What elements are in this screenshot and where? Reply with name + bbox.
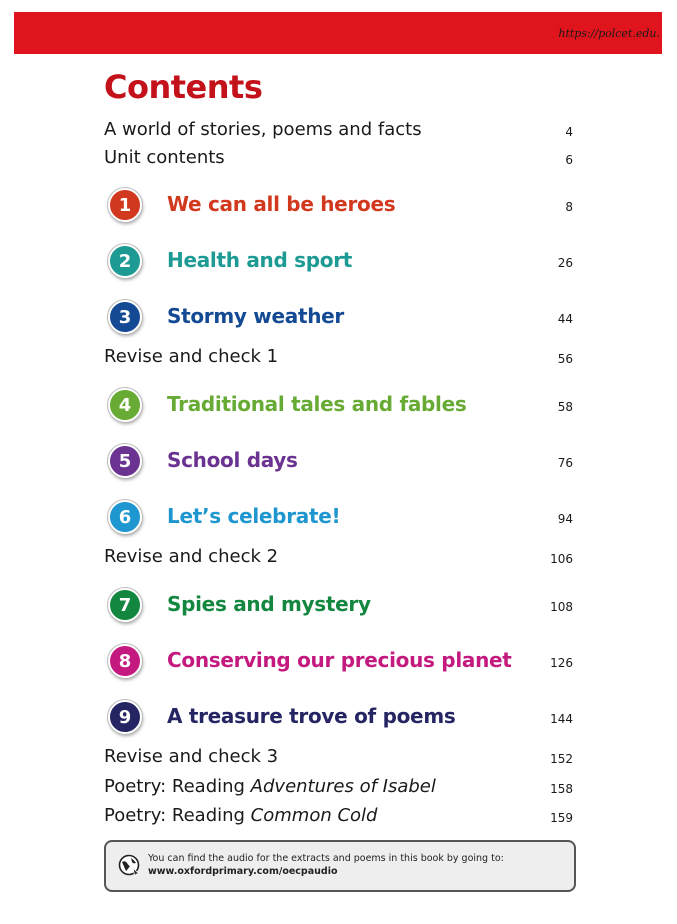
- row-label: Revise and check 3: [104, 746, 279, 767]
- unit-title: We can all be heroes: [167, 192, 396, 216]
- row-page-number: 6: [565, 153, 573, 167]
- header-bar: [14, 12, 662, 54]
- unit-title: Traditional tales and fables: [167, 392, 467, 416]
- unit-number-badge: 8: [108, 644, 142, 678]
- unit-number-badge: 1: [108, 188, 142, 222]
- row-page-number: 56: [557, 352, 573, 366]
- row-page-number: 152: [550, 752, 573, 766]
- unit-number-badge: 2: [108, 244, 142, 278]
- unit-title: Spies and mystery: [167, 592, 371, 616]
- row-page-number: 4: [565, 125, 573, 139]
- poetry-prefix: Poetry: Reading: [104, 776, 251, 797]
- row-page-number: 159: [550, 811, 573, 825]
- unit-title: Stormy weather: [167, 304, 344, 328]
- row-label: Revise and check 2: [104, 546, 279, 567]
- row-page-number: 26: [557, 256, 573, 270]
- poem-title: Adventures of Isabel: [250, 776, 436, 797]
- audio-note-box: [104, 840, 576, 892]
- globe-cursor-icon: [118, 854, 142, 878]
- row-label: Revise and check 1: [104, 346, 279, 367]
- row-page-number: 126: [550, 656, 573, 670]
- row-page-number: 94: [557, 512, 573, 526]
- unit-number-badge: 3: [108, 300, 142, 334]
- poetry-prefix: Poetry: Reading: [104, 805, 251, 826]
- audio-url-link[interactable]: www.oxfordprimary.com/oecpaudio: [148, 866, 338, 877]
- unit-number-badge: 6: [108, 500, 142, 534]
- unit-number-badge: 5: [108, 444, 142, 478]
- row-label: [104, 776, 436, 797]
- unit-title: Conserving our precious planet: [167, 648, 512, 672]
- row-label: [104, 805, 377, 826]
- unit-number-badge: 4: [108, 388, 142, 422]
- row-page-number: 158: [550, 782, 573, 796]
- row-label: Unit contents: [104, 147, 225, 168]
- unit-title: Health and sport: [167, 248, 353, 272]
- row-page-number: 76: [557, 456, 573, 470]
- unit-title: Let’s celebrate!: [167, 504, 341, 528]
- unit-number-badge: 7: [108, 588, 142, 622]
- header-url: https://polcet.edu.: [558, 27, 660, 40]
- row-page-number: 144: [550, 712, 573, 726]
- page-title: Contents: [104, 68, 263, 106]
- unit-title: School days: [167, 448, 298, 472]
- audio-note-text: You can find the audio for the extracts and poems in this book by going to:: [148, 853, 504, 864]
- row-label: A world of stories, poems and facts: [104, 119, 422, 140]
- unit-title: A treasure trove of poems: [167, 704, 456, 728]
- row-page-number: 44: [557, 312, 573, 326]
- row-page-number: 106: [550, 552, 573, 566]
- poem-title: Common Cold: [250, 805, 378, 826]
- row-page-number: 8: [565, 200, 573, 214]
- row-page-number: 108: [550, 600, 573, 614]
- row-page-number: 58: [557, 400, 573, 414]
- unit-number-badge: 9: [108, 700, 142, 734]
